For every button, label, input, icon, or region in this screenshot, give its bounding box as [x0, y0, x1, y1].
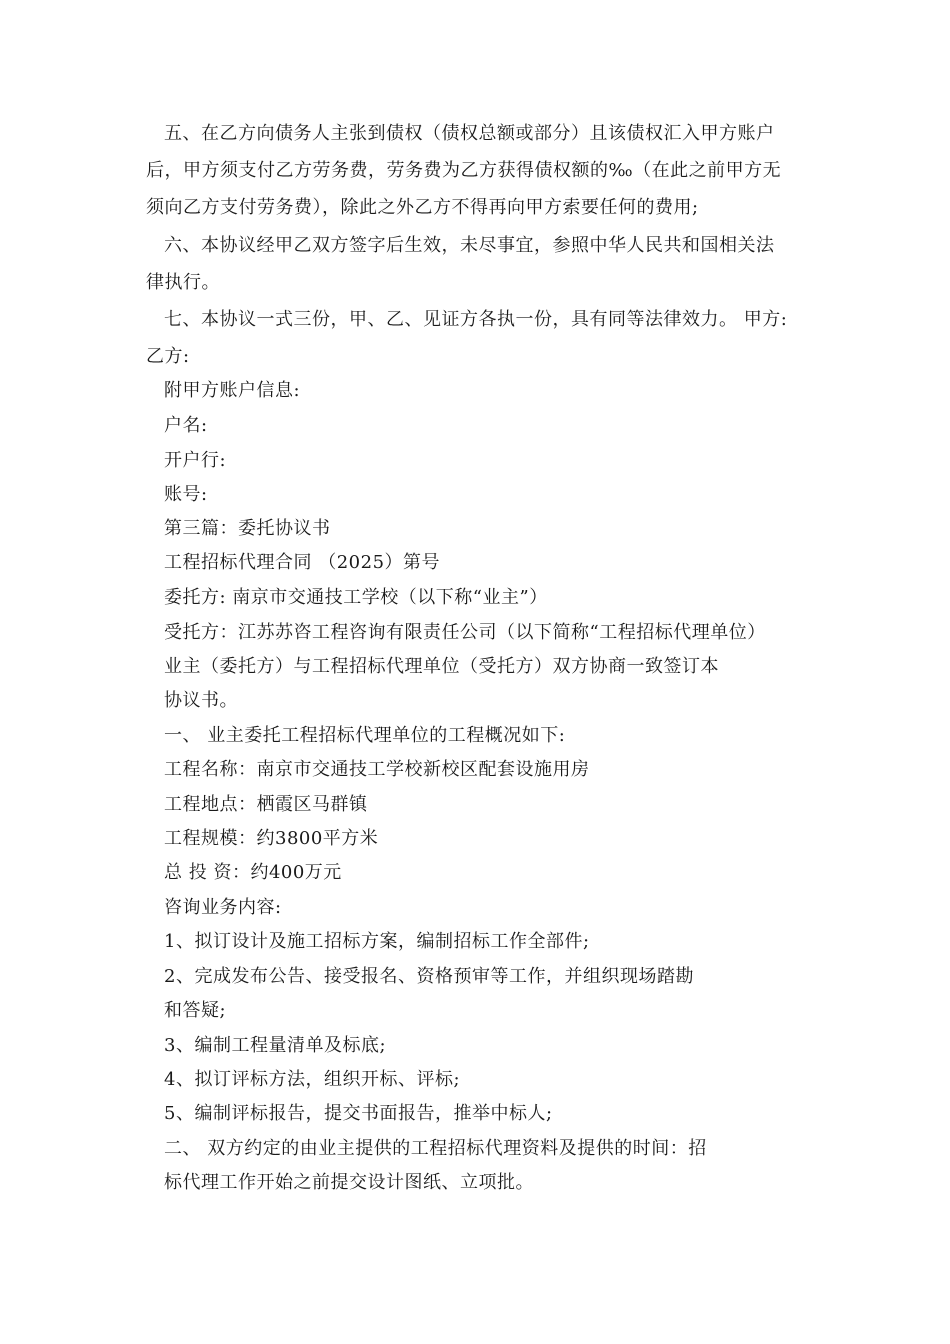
total-investment: 总 投 资：约400万元 — [164, 862, 342, 883]
item-2-line-2: 标代理工作开始之前提交设计图纸、立项批。 — [164, 1172, 534, 1193]
agreement-intro-line-2: 协议书。 — [164, 690, 238, 711]
scope-item-5: 5、编制评标报告，提交书面报告，推举中标人; — [164, 1103, 553, 1124]
clause-6-line-2: 律执行。 — [146, 272, 220, 293]
scope-item-4: 4、拟订评标方法，组织开标、评标; — [164, 1069, 461, 1090]
clause-5-line-1: 五、在乙方向债务人主张到债权（债权总额或部分）且该债权汇入甲方账户 — [164, 123, 775, 144]
client-line: 委托方: 南京市交通技工学校（以下称“业主”） — [164, 587, 548, 608]
contract-title: 工程招标代理合同 （2025）第号 — [164, 552, 441, 573]
bank-label: 开户行: — [164, 450, 227, 471]
scope-item-2-line-2: 和答疑; — [164, 1000, 227, 1021]
scope-item-2-line-1: 2、完成发布公告、接受报名、资格预审等工作，并组织现场踏勘 — [164, 966, 694, 987]
project-location: 工程地点：栖霞区马群镇 — [164, 794, 368, 815]
section-title: 第三篇：委托协议书 — [164, 518, 331, 539]
project-scale: 工程规模：约3800平方米 — [164, 828, 379, 849]
item-1-heading: 一、 业主委托工程招标代理单位的工程概况如下: — [164, 725, 566, 746]
clause-7-line-1: 七、本协议一式三份，甲、乙、见证方各执一份，具有同等法律效力。 甲方: — [164, 309, 788, 330]
item-2-line-1: 二、 双方约定的由业主提供的工程招标代理资料及提供的时间：招 — [164, 1138, 707, 1159]
clause-5-line-2: 后，甲方须支付乙方劳务费，劳务费为乙方获得债权额的‰（在此之前甲方无 — [146, 160, 782, 181]
scope-item-1: 1、拟订设计及施工招标方案，编制招标工作全部件; — [164, 931, 590, 952]
scope-item-3: 3、编制工程量清单及标底; — [164, 1035, 387, 1056]
party-b-label: 乙方: — [146, 346, 190, 367]
account-name-label: 户名: — [164, 415, 208, 436]
agreement-intro-line-1: 业主（委托方）与工程招标代理单位（受托方）双方协商一致签订本 — [164, 656, 719, 677]
agent-line: 受托方：江苏苏咨工程咨询有限责任公司（以下简称“工程招标代理单位） — [164, 622, 766, 643]
account-number-label: 账号: — [164, 484, 208, 505]
consulting-scope-heading: 咨询业务内容: — [164, 897, 282, 918]
account-info-heading: 附甲方账户信息: — [164, 380, 301, 401]
project-name: 工程名称：南京市交通技工学校新校区配套设施用房 — [164, 759, 590, 780]
clause-6-line-1: 六、本协议经甲乙双方签字后生效，未尽事宜，参照中华人民共和国相关法 — [164, 235, 775, 256]
clause-5-line-3: 须向乙方支付劳务费），除此之外乙方不得再向甲方索要任何的费用; — [146, 197, 699, 218]
